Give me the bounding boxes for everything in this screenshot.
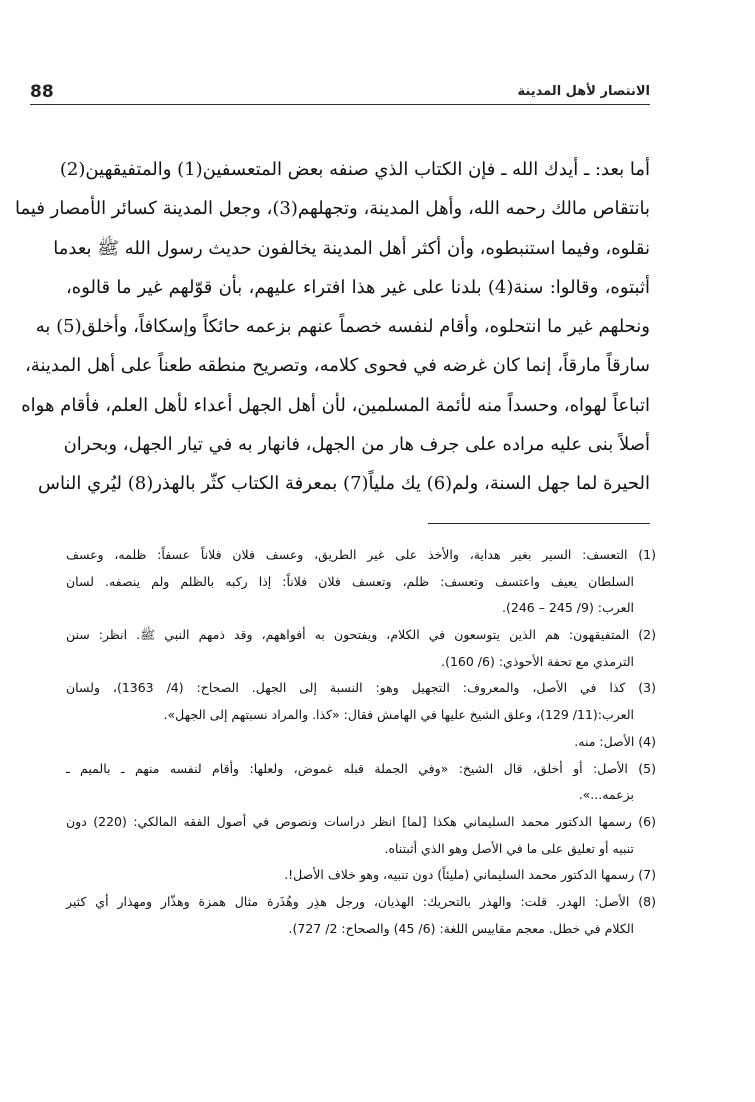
text-line: ونحلهم غير ما انتحلوه، وأقام لنفسه خصماً عنهم بزعمه حائكاً وإسكافاً، وأخلق(5) به — [35, 316, 650, 338]
footnote-line: العرب: (9/ 245 – 246). — [502, 600, 634, 616]
footnote-line: (3) كذا في الأصل، والمعروف: التجهيل وهو: النسبة إلى الجهل. الصحاح: (4/ 1363)، ولسان — [66, 680, 656, 696]
footnote-line: (5) الأصل: أو أخلق، قال الشيخ: «وفي الجملة قبله غموض، ولعلها: وأقام لنفسه منهم ـ بالميم ـ — [66, 760, 656, 776]
footnote-line: بزعمه...». — [578, 787, 634, 803]
main-text — [15, 150, 650, 504]
text-line: أصلاً بنى عليه مراده على جرف هار من الجهل، فانهار به في تيار الجهل، وبحران — [63, 434, 650, 456]
running-title: الانتصار لأهل المدينة — [517, 84, 650, 99]
text-line: نقلوه، وفيما استنبطوه، وأن أكثر أهل المدينة يخالفون حديث رسول الله ﷺ بعدما — [53, 237, 650, 259]
footnote-line: (4) الأصل: منه. — [574, 733, 656, 749]
text-line: أثبتوه، وقالوا: سنة(4) بلدنا على غير هذا افتراء عليهم، بأن قوّلهم غير ما قالوه، — [66, 276, 650, 298]
footnote-line: الترمذي مع تحفة الأحوذي: (6/ 160). — [441, 653, 634, 669]
footnote-line: (1) التعسف: السير بغير هداية، والأخذ على غير الطريق، وعسف فلان فلاناً عسفاً: ظلمه، وعسف — [66, 547, 656, 562]
text-line: أما بعد: ـ أيدك الله ـ فإن الكتاب الذي صنفه بعض المتعسفين(1) والمتفيقهين(2) — [59, 159, 650, 180]
text-line: اتباعاً لهواه، وحسداً منه لأئمة المسلمين، لأن أهل الجهل أعداء لأهل العلم، فأقام هواه — [21, 394, 650, 416]
footnote-line: (6) رسمها الدكتور محمد السليماني هكذا [لما] انظر دراسات ونصوص في أصول الفقه المالكي: (220) دون — [66, 813, 656, 829]
footnote-line: السلطان يعيف واعتسف وتعسف: ظلم، وتعسف فلان فلاناً: إذا ركبه بالظلم ولم ينصفه. لسان — [66, 573, 634, 589]
page-number: 88 — [30, 82, 54, 102]
footnote-separator — [428, 523, 650, 524]
footnotes — [66, 542, 656, 942]
footnote-line: (7) رسمها الدكتور محمد السليماني (مليئاً) دون تنبيه، وهو خلاف الأصل!. — [284, 867, 656, 883]
footnote-line: تنبيه أو تعليق على ما في الأصل وهو الذي أثبتناه. — [384, 840, 634, 856]
footnote-line: (2) المتفيقهون: هم الذين يتوسعون في الكلام، ويفتحون به أفواههم، وقد ذمهم النبي ﷺ. انظر: سنن — [66, 627, 656, 643]
text-line: سارقاً مارقاً، إنما كان غرضه في فحوى كلامه، وتصريح منطقه طعناً على أهل المدينة، — [25, 355, 650, 377]
footnote-line: (8) الأصل: الهدر. قلت: والهذر بالتحريك: الهذيان، ورجل هذِر وهُذَرة مثال همزة وهذّار ومهذار أي كثير — [66, 893, 656, 909]
footnote-line: العرب:(11/ 129)، وعلق الشيخ عليها في الهامش فقال: «كذا. والمراد نسبتهم إلى الجهل». — [163, 707, 634, 723]
header-rule — [30, 104, 650, 105]
footnote-line: الكلام في خطل. معجم مقاييس اللغة: (6/ 45) والصحاح: 2/ 727). — [288, 920, 634, 936]
text-line: بانتقاص مالك رحمه الله، وأهل المدينة، وتجهلهم(3)، وجعل المدينة كسائر الأمصار فيما — [15, 198, 650, 220]
page-header — [30, 80, 650, 104]
text-line: الحيرة لما جهل السنة، ولم(6) يك ملياً(7) بمعرفة الكتاب كثّر بالهذر(8) ليُري الناس — [37, 473, 650, 495]
